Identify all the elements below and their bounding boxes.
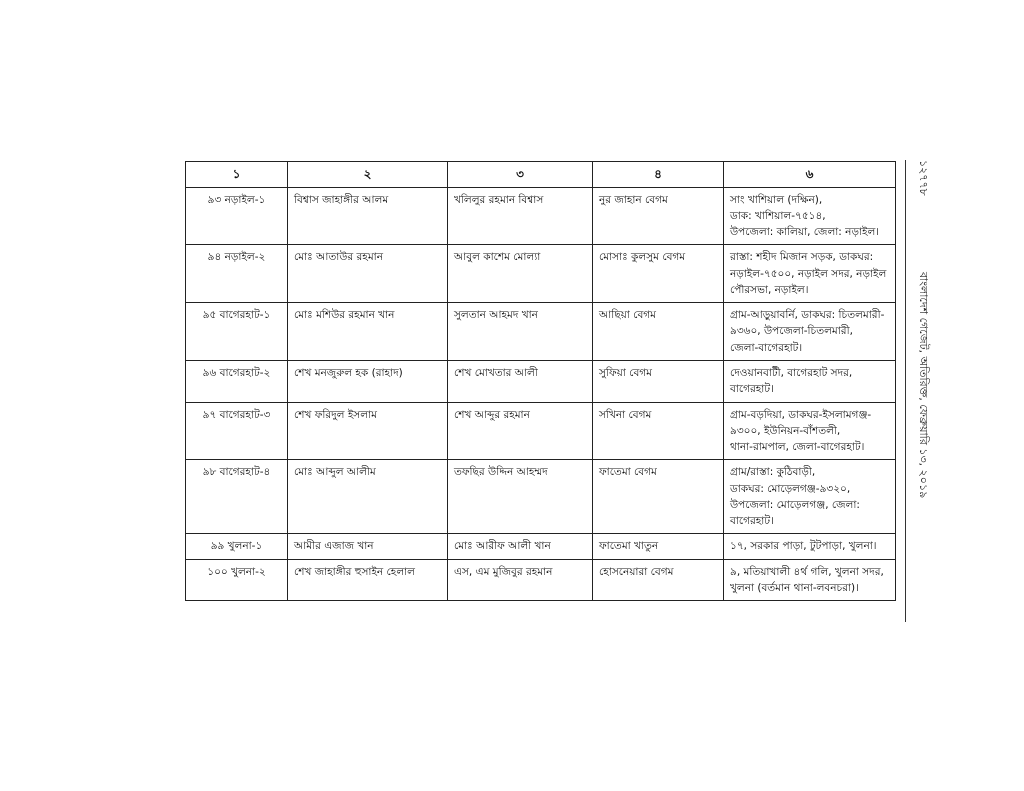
column-header-4: ৪ (593, 162, 724, 188)
mother-name-cell: আছিয়া বেগম (593, 303, 724, 361)
mother-name-cell: ফাতেমা খাতুন (593, 534, 724, 559)
table-body (186, 187, 896, 601)
father-name-cell: শেখ মোখতার আলী (448, 360, 593, 402)
address-line: গ্রাম/রাস্তা: কুঠিবাড়ী, (730, 466, 816, 479)
mother-name-cell: নুর জাহান বেগম (593, 187, 724, 245)
constituency-cell: ১০০ খুলনা-২ (186, 559, 288, 601)
candidate-name-cell: মোঃ মশিউর রহমান খান (288, 303, 448, 361)
address-line: উপজেলা: কালিয়া, জেলা: নড়াইল। (730, 226, 880, 239)
table-row (186, 303, 896, 361)
address-line: থানা-রামপাল, জেলা-বাগেরহাট। (730, 441, 865, 454)
address-line: সাং খাশিয়াল (দক্ষিন), (730, 193, 823, 206)
mother-name-cell: ফাতেমা বেগম (593, 460, 724, 534)
address-line: ডাক: খাশিয়াল-৭৫১৪, (730, 209, 826, 222)
address-line: ১৭, সরকার পাড়া, টুটপাড়া, খুলনা। (730, 540, 877, 553)
constituency-cell: ৯৯ খুলনা-১ (186, 534, 288, 559)
page-number: ১২৭৭৮ (917, 160, 930, 196)
column-header-6: ৬ (724, 162, 896, 188)
father-name-cell: তফছির উদ্দিন আহম্মদ (448, 460, 593, 534)
candidate-name-cell: শেখ ফরিদুল ইসলাম (288, 402, 448, 460)
table-row (186, 559, 896, 601)
candidate-name-cell: বিশ্বাস জাহাঙ্গীর আলম (288, 187, 448, 245)
father-name-cell: সুলতান আহমদ খান (448, 303, 593, 361)
address-line: রাস্তা: শহীদ মিজান সড়ক, ডাকঘর: (730, 251, 874, 264)
constituency-cell: ৯৫ বাগেরহাট-১ (186, 303, 288, 361)
constituency-cell: ৯৭ বাগেরহাট-৩ (186, 402, 288, 460)
constituency-cell: ৯৪ নড়াইল-২ (186, 245, 288, 303)
address-cell (724, 559, 896, 601)
address-cell (724, 360, 896, 402)
column-header-3: ৩ (448, 162, 593, 188)
father-name-cell: এস, এম মুজিবুর রহমান (448, 559, 593, 601)
table-row (186, 360, 896, 402)
address-line: উপজেলা: মোড়েলগঞ্জ, জেলা: বাগেরহাট। (730, 498, 860, 528)
address-line: জেলা-বাগেরহাট। (730, 341, 803, 354)
candidate-table-container (185, 161, 895, 601)
constituency-cell: ৯৮ বাগেরহাট-৪ (186, 460, 288, 534)
address-line: ডাকঘর: মোড়েলগঞ্জ-৯৩২০, (730, 482, 851, 495)
table-row (186, 187, 896, 245)
table-row (186, 460, 896, 534)
candidate-name-cell: শেখ জাহাঙ্গীর হুসাইন হেলাল (288, 559, 448, 601)
address-line: নড়াইল-৭৫০০, নড়াইল সদর, নড়াইল (730, 267, 887, 280)
column-header-2: ২ (288, 162, 448, 188)
table-row (186, 534, 896, 559)
father-name-cell: মোঃ আরীফ আলী খান (448, 534, 593, 559)
candidate-name-cell: শেখ মনজুরুল হক (রাহাদ) (288, 360, 448, 402)
candidate-name-cell: মোঃ আতাউর রহমান (288, 245, 448, 303)
constituency-cell: ৯৩ নড়াইল-১ (186, 187, 288, 245)
mother-name-cell: সখিনা বেগম (593, 402, 724, 460)
father-name-cell: খলিলুর রহমান বিশ্বাস (448, 187, 593, 245)
address-line: দেওয়ানবাটী, বাগেরহাট সদর, (730, 366, 853, 379)
address-cell (724, 402, 896, 460)
mother-name-cell: হোসনেয়ারা বেগম (593, 559, 724, 601)
mother-name-cell: সুফিয়া বেগম (593, 360, 724, 402)
constituency-cell: ৯৬ বাগেরহাট-২ (186, 360, 288, 402)
mother-name-cell: মোসাঃ কুলসুম বেগম (593, 245, 724, 303)
table-row (186, 245, 896, 303)
candidate-name-cell: আমীর এজাজ খান (288, 534, 448, 559)
address-line: পৌরসভা, নড়াইল। (730, 283, 809, 296)
address-cell (724, 534, 896, 559)
address-cell (724, 245, 896, 303)
address-cell (724, 303, 896, 361)
address-cell (724, 460, 896, 534)
address-line: ৯৩০০, ইউনিয়ন-বাঁশতলী, (730, 424, 841, 437)
address-line: গ্রাম-বড়দিয়া, ডাকঘর-ইসলামগঞ্জ- (730, 408, 872, 421)
candidate-table (185, 161, 896, 601)
candidate-name-cell: মোঃ আব্দুল আলীম (288, 460, 448, 534)
address-line: খুলনা (বর্তমান থানা-লবনচরা)। (730, 581, 859, 594)
column-header-1: ১ (186, 162, 288, 188)
address-line: ৯, মতিয়াখালী ৪র্থ গলি, খুলনা সদর, (730, 565, 884, 578)
table-row (186, 402, 896, 460)
father-name-cell: শেখ আব্দুর রহমান (448, 402, 593, 460)
address-line: গ্রাম-আড়ুয়াবর্নি, ডাকঘর: চিতলমারী- (730, 309, 885, 322)
address-cell (724, 187, 896, 245)
margin-rule (905, 160, 906, 622)
father-name-cell: আবুল কাশেম মোল্যা (448, 245, 593, 303)
address-line: বাগেরহাট। (730, 383, 774, 396)
table-header-row (186, 162, 896, 188)
gazette-header: বাংলাদেশ গেজেট, অতিরিক্ত, ফেব্রুয়ারি ১৩, ২০১৯ (917, 272, 930, 499)
address-line: ৯৩৬০, উপজেলা-চিতলমারী, (730, 325, 853, 338)
